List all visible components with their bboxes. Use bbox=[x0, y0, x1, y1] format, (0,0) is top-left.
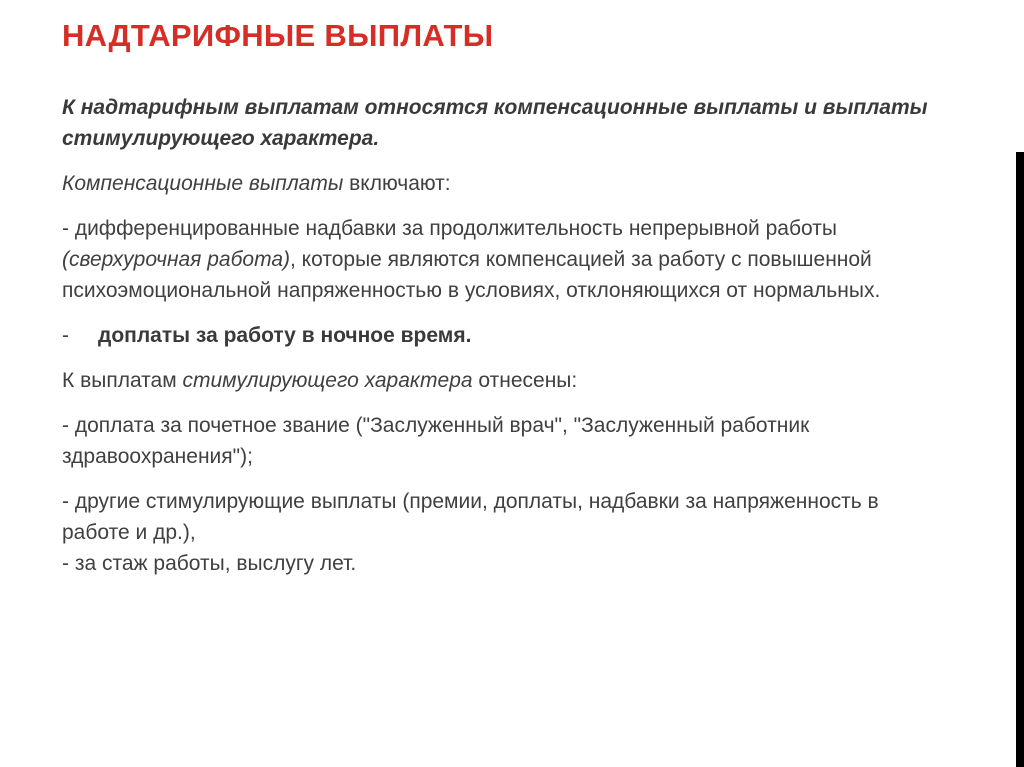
right-accent-bar bbox=[1016, 152, 1024, 767]
stimulus-item-3: - за стаж работы, выслугу лет. bbox=[62, 552, 357, 575]
compensation-item-1 bbox=[62, 213, 942, 306]
night-work-text: доплаты за работу в ночное время. bbox=[98, 324, 472, 347]
list-dash: - bbox=[62, 324, 69, 347]
overtime-term: (сверхурочная работа) bbox=[62, 248, 291, 271]
slide-title: НАДТАРИФНЫЕ ВЫПЛАТЫ bbox=[62, 18, 494, 53]
stimulus-item-2: - другие стимулирующие выплаты (премии, доплаты, надбавки за напряженность в работе и др.), bbox=[62, 490, 879, 544]
slide-body bbox=[62, 92, 942, 593]
compensation-item-1-part1: - дифференцированные надбавки за продолжительность непрерывной работы bbox=[62, 217, 837, 240]
compensation-intro bbox=[62, 168, 942, 199]
stimulus-intro-part1: К выплатам bbox=[62, 369, 183, 392]
lead-paragraph: К надтарифным выплатам относятся компенсационные выплаты и выплаты стимулирующего характера. bbox=[62, 96, 928, 150]
compensation-intro-rest: включают: bbox=[343, 172, 451, 195]
stimulus-intro-part2: отнесены: bbox=[472, 369, 578, 392]
compensation-item-2 bbox=[62, 320, 942, 351]
stimulus-intro bbox=[62, 365, 942, 396]
stimulus-item-1: - доплата за почетное звание ("Заслуженный врач", "Заслуженный работник здравоохранения"); bbox=[62, 414, 810, 468]
compensation-term: Компенсационные выплаты bbox=[62, 172, 344, 195]
stimulus-term: стимулирующего характера bbox=[182, 369, 473, 392]
compensation-item-1-part2: , которые являются компенсацией за работу с повышенной психоэмоциональной напряженностью в условиях, отклоняющихся от нормальных. bbox=[62, 248, 881, 302]
